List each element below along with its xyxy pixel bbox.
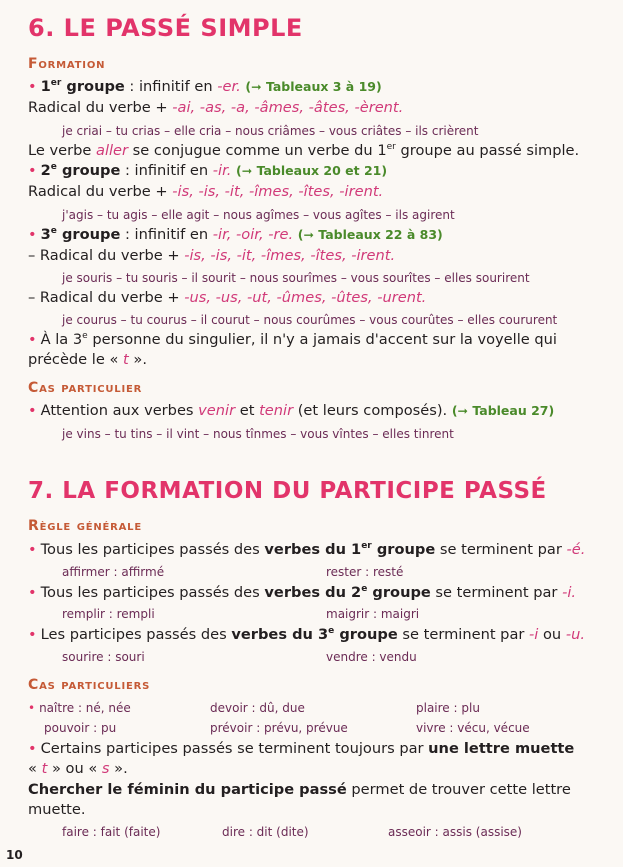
group-1-ref: (➞ Tableaux 3 à 19) (245, 79, 382, 94)
section-7-title: 7. LA FORMATION DU PARTICIPE PASSÉ (28, 478, 547, 504)
formation-heading: Formation (28, 56, 106, 72)
accent-rule-line-2: précède le « t ». (28, 351, 147, 368)
rule-1-example-2: rester : resté (326, 565, 404, 579)
bullet-icon: • (28, 402, 37, 419)
regle-generale-heading: Règle générale (28, 518, 142, 534)
venir-tenir-line: • Attention aux verbes venir et tenir (et leurs composés). (➞ Tableau 27) (28, 402, 555, 419)
group-3a-radical: – Radical du verbe + -is, -is, -it, -îmes, -îtes, -irent. (28, 247, 396, 264)
silent-letter-line-2: « t » ou « s ». (28, 760, 128, 777)
rule-3-line: • Les participes passés des verbes du 3e groupe se terminent par -i ou -u. (28, 626, 585, 643)
venir-example: je vins – tu tins – il vint – nous tînmes – vous vîntes – elles tinrent (62, 427, 454, 441)
group-2-radical: Radical du verbe + -is, -is, -it, -îmes, -îtes, -irent. (28, 183, 384, 200)
bullet-icon: • (28, 584, 37, 601)
aller-line: Le verbe aller se conjugue comme un verbe du 1er groupe au passé simple. (28, 142, 580, 159)
particular-row-2-col-3: vivre : vécu, vécue (416, 721, 530, 735)
particular-row-1-col-2: devoir : dû, due (210, 701, 305, 715)
particular-row-2-col-1: pouvoir : pu (44, 721, 117, 735)
bullet-icon: • (28, 701, 36, 715)
silent-letter-line-1: • Certains participes passés se terminent toujours par une lettre muette (28, 740, 575, 757)
group-3b-radical: – Radical du verbe + -us, -us, -ut, -ûmes, -ûtes, -urent. (28, 289, 427, 306)
particular-row-1-col-3: plaire : plu (416, 701, 480, 715)
rule-3-example-1: sourire : souri (62, 650, 145, 664)
feminine-line-1: Chercher le féminin du participe passé permet de trouver cette lettre (28, 781, 571, 798)
group-2-ref: (➞ Tableaux 20 et 21) (236, 163, 388, 178)
group-1-line: • 1er groupe : infinitif en -er. (➞ Tableaux 3 à 19) (28, 78, 382, 95)
bullet-icon: • (28, 226, 37, 243)
bullet-icon: • (28, 78, 37, 95)
tableau-27-ref: (➞ Tableau 27) (451, 403, 555, 418)
feminine-example-2: dire : dit (dite) (222, 825, 309, 839)
feminine-line-2: muette. (28, 801, 86, 818)
bullet-icon: • (28, 626, 37, 643)
rule-1-line: • Tous les participes passés des verbes du 1er groupe se terminent par -é. (28, 541, 586, 558)
particular-row-1-col-1: • naître : né, née (28, 701, 131, 715)
page-number: 10 (6, 848, 23, 862)
particular-row-2-col-2: prévoir : prévu, prévue (210, 721, 348, 735)
cas-particuliers-heading: Cas particuliers (28, 677, 151, 693)
rule-2-line: • Tous les participes passés des verbes du 2e groupe se terminent par -i. (28, 584, 577, 601)
rule-1-example-1: affirmer : affirmé (62, 565, 165, 579)
bullet-icon: • (28, 162, 37, 179)
feminine-example-3: asseoir : assis (assise) (388, 825, 522, 839)
bullet-icon: • (28, 541, 37, 558)
group-1-radical: Radical du verbe + -ai, -as, -a, -âmes, -âtes, -èrent. (28, 99, 404, 116)
accent-rule-line-1: • À la 3e personne du singulier, il n'y a jamais d'accent sur la voyelle qui (28, 331, 557, 348)
rule-2-example-1: remplir : rempli (62, 607, 155, 621)
bullet-icon: • (28, 740, 37, 757)
group-1-example: je criai – tu crias – elle cria – nous criâmes – vous criâtes – ils crièrent (62, 124, 479, 138)
group-3-line: • 3e groupe : infinitif en -ir, -oir, -re. (➞ Tableaux 22 à 83) (28, 226, 443, 243)
rule-3-example-2: vendre : vendu (326, 650, 417, 664)
cas-particulier-heading: Cas particulier (28, 380, 143, 396)
bullet-icon: • (28, 331, 37, 348)
feminine-example-1: faire : fait (faite) (62, 825, 161, 839)
section-6-title: 6. LE PASSÉ SIMPLE (28, 14, 303, 42)
group-3-ref: (➞ Tableaux 22 à 83) (297, 227, 443, 242)
rule-2-example-2: maigrir : maigri (326, 607, 420, 621)
group-2-example: j'agis – tu agis – elle agit – nous agîmes – vous agîtes – ils agirent (62, 208, 455, 222)
group-3a-example: je souris – tu souris – il sourit – nous sourîmes – vous sourîtes – elles sourirent (62, 271, 530, 285)
group-3b-example: je courus – tu courus – il courut – nous courûmes – vous courûtes – elles coururent (62, 313, 558, 327)
group-2-line: • 2e groupe : infinitif en -ir. (➞ Tableaux 20 et 21) (28, 162, 388, 179)
